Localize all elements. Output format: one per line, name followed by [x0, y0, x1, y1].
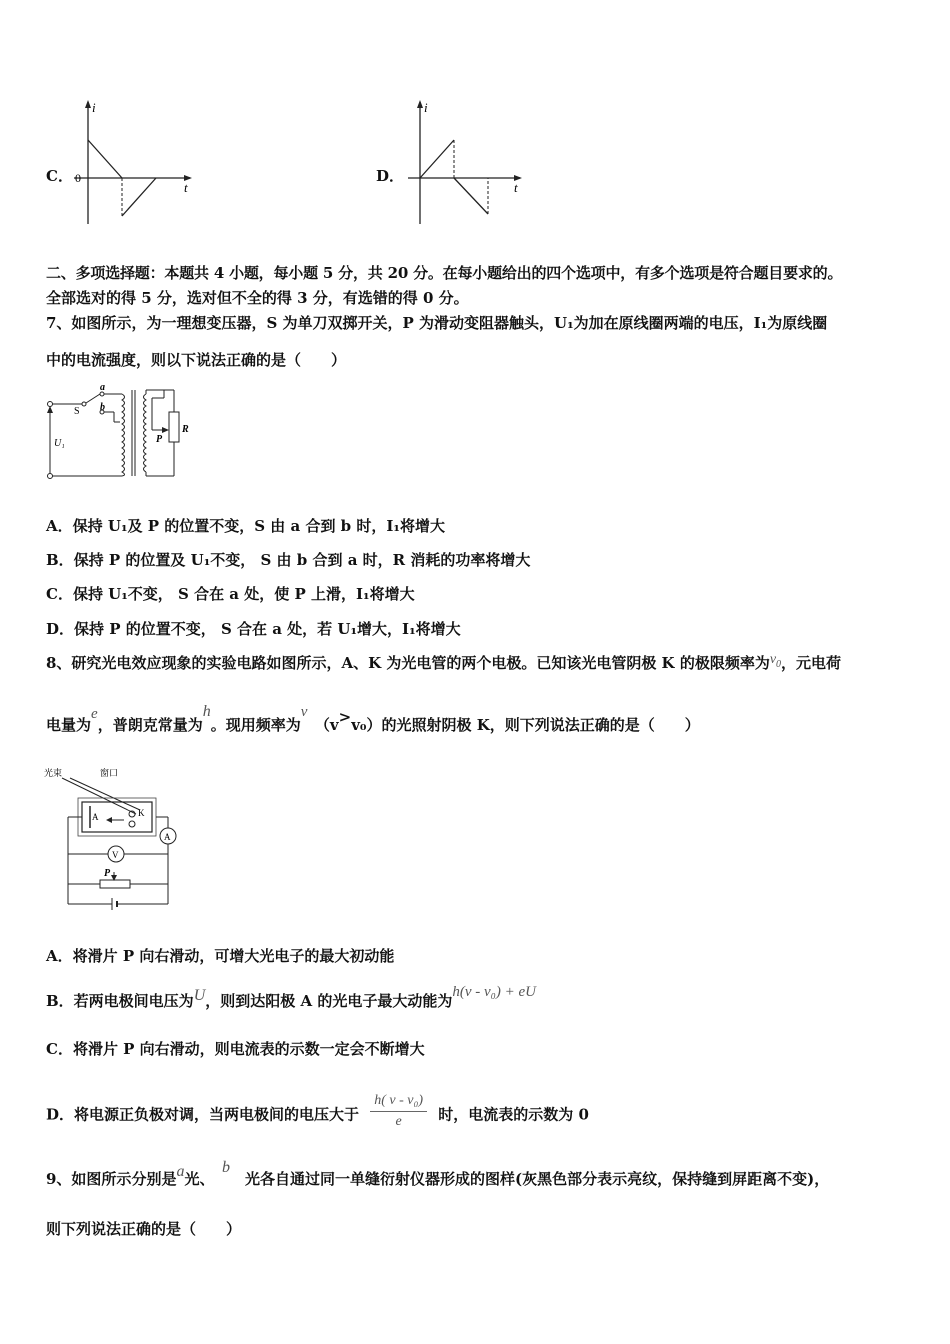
label-cathode: K [138, 808, 145, 818]
axis-i-label: i [92, 100, 96, 115]
q9-stem-line1: 9、如图所示分别是a光、 b 光各自通过同一单缝衍射仪器形成的图样(灰黑色部分表示亮纹，保持缝到屏距离不变)， [46, 1159, 830, 1188]
label-b: b [100, 402, 105, 413]
label-s: S [74, 406, 80, 417]
q7-option-a: A．保持 U₁及 P 的位置不变，S 由 a 合到 b 时，I₁将增大 [46, 517, 445, 535]
graph-c [70, 98, 200, 228]
transformer-circuit [40, 382, 200, 482]
label-anode: A [92, 812, 99, 822]
label-window: 窗口 [100, 768, 119, 778]
section2-line1: 二、多项选择题：本题共 4 小题，每小题 5 分，共 20 分。在每小题给出的四个选项中，有多个选项是符合题目要求的。 [46, 264, 843, 282]
label-u1: U₁ [54, 438, 65, 449]
q9-stem-line2: 则下列说法正确的是（ ） [46, 1220, 242, 1238]
svg-text:t: t [514, 180, 518, 195]
ammeter-label: A [164, 832, 171, 842]
q7-option-b: B．保持 P 的位置及 U₁不变， S 由 b 合到 a 时，R 消耗的功率将增大 [46, 551, 531, 569]
q8-stem-line2: 电量为e，普朗克常量为h。现用频率为ν （v>v₀）的光照射阴极 K，则下列说法正确的是（ ） [46, 703, 700, 734]
option-c-label: C． [46, 167, 73, 185]
origin-label: 0 [75, 171, 81, 185]
label-a: a [100, 382, 105, 393]
section2-line2: 全部选对的得 5 分，选对但不全的得 3 分，有选错的得 0 分。 [46, 289, 469, 307]
svg-text:i: i [424, 100, 428, 115]
option-d-label: D． [376, 167, 405, 185]
q8-option-a: A．将滑片 P 向右滑动，可增大光电子的最大初动能 [46, 947, 395, 965]
q7-stem-line1: 7、如图所示，为一理想变压器，S 为单刀双掷开关，P 为滑动变阻器触头，U₁为加在原线圈两端的电压，I₁为原线圈 [46, 314, 828, 332]
graph-d [400, 98, 530, 228]
q7-option-d: D．保持 P 的位置不变， S 合在 a 处，若 U₁增大，I₁将增大 [46, 620, 461, 638]
q8-option-b: B．若两电极间电压为U，则到达阳极 A 的光电子最大动能为h(ν - ν₀) + eU [46, 984, 536, 1010]
q8-stem-line1: 8、研究光电效应现象的实验电路如图所示，A、K 为光电管的两个电极。已知该光电管阴极 K 的极限频率为$\nu_0$，元电荷 [46, 652, 842, 672]
label-p: P [156, 434, 163, 445]
axis-t-label: t [184, 180, 188, 195]
q8-option-c: C．将滑片 P 向右滑动，则电流表的示数一定会不断增大 [46, 1040, 425, 1058]
label-slider-p: P [104, 868, 111, 879]
label-r: R [182, 424, 189, 435]
q8-option-d: D．将电源正负极对调，当两电极间的电压大于 $\frac{\text{h( ν - ν₀)}}{e}$ 时，电流表的示数为 0 [46, 1093, 589, 1129]
voltmeter-label: V [112, 850, 119, 860]
label-beam: 光束 [44, 768, 63, 778]
photoelectric-circuit [44, 764, 184, 914]
q7-option-c: C．保持 U₁不变， S 合在 a 处，使 P 上滑，I₁将增大 [46, 585, 415, 603]
q7-stem-line2: 中的电流强度，则以下说法正确的是（ ） [46, 351, 347, 369]
fraction: $\frac{\text{h( ν - ν₀)}}{e}$ [370, 1093, 427, 1130]
